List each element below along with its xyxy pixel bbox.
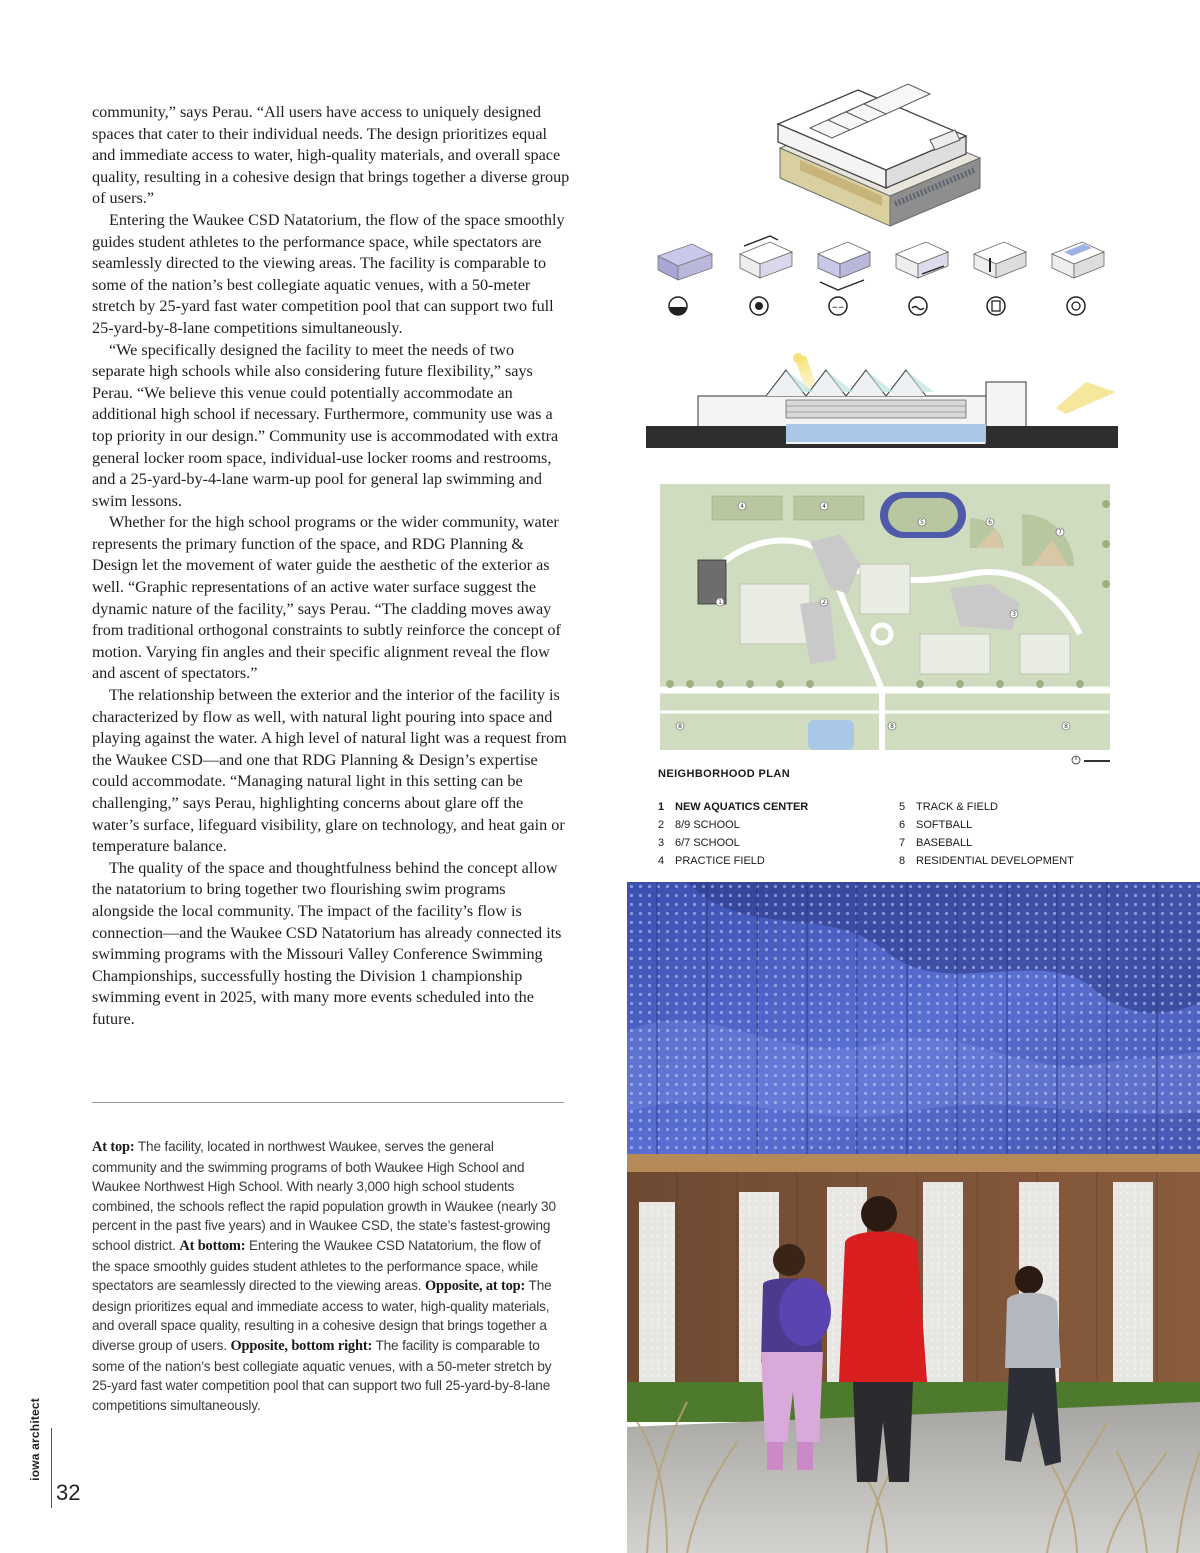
neighborhood-plan-map bbox=[660, 484, 1112, 770]
caption-text: The facility, located in northwest Waukee, serves the general community and the swimming programs of both Waukee High School and Waukee Northwest High School. With nearly 3,000 high school students combined, the schools reflect the rapid population growth in Waukee (nearly 30 percent in the past five years) and in Waukee CSD, the state’s fastest-growing school district. bbox=[92, 1139, 556, 1253]
legend-number: 1 bbox=[658, 801, 665, 813]
legend-label: 8/9 SCHOOL bbox=[675, 819, 740, 831]
map-marker-label: 1 bbox=[718, 599, 722, 606]
map-marker-label: 4 bbox=[740, 503, 744, 510]
legend-label: NEW AQUATICS CENTER bbox=[675, 801, 809, 813]
massing-diagram-sequence bbox=[652, 234, 1122, 324]
legend-item bbox=[899, 834, 1074, 852]
map-marker bbox=[918, 518, 926, 526]
map-marker bbox=[888, 722, 896, 730]
map-marker-label: 8 bbox=[1064, 723, 1068, 730]
page-number: 32 bbox=[56, 1480, 81, 1505]
facade-photo bbox=[627, 882, 1200, 1553]
plan-legend bbox=[658, 798, 1118, 870]
legend-label: BASEBALL bbox=[916, 837, 973, 849]
axonometric-diagram bbox=[770, 78, 990, 228]
map-marker-label: 6 bbox=[988, 519, 992, 526]
legend-label: TRACK & FIELD bbox=[916, 801, 998, 813]
map-marker bbox=[676, 722, 684, 730]
photo-caption bbox=[92, 1137, 558, 1415]
paragraph: “We specifically designed the facility to meet the needs of two separate high schools while also considering future flexibility,” says Perau. “We believe this venue could potentially accommodate an additional high school if necessary. Furthermore, community use was a top priority in our design.” Community use is accommodated with extra general locker room space, individual-use locker rooms and restrooms, and a 25-yard-by-4-lane warm-up pool for general lap swimming and swim lessons. bbox=[92, 340, 559, 510]
plan-title: NEIGHBORHOOD PLAN bbox=[658, 768, 791, 780]
map-marker bbox=[716, 598, 724, 606]
legend-number: 8 bbox=[899, 855, 906, 867]
paragraph: Whether for the high school programs or the wider community, water represents the primary function of the space, and RDG Planning & Design let the movement of water guide the aesthetic of the exterior as well. “Graphic representations of an active water surface suggest the dynamic nature of the facility,” says Perau. “The cladding moves away from traditional orthogonal constraints to subtly reinforce the concept of motion. Varying fin angles and their specific alignment reveal the flow and ascent of spectators.” bbox=[92, 513, 561, 683]
map-marker bbox=[1010, 610, 1018, 618]
article-body bbox=[92, 102, 570, 1031]
caption-divider bbox=[92, 1102, 564, 1103]
legend-item bbox=[899, 798, 1074, 816]
legend-number: 3 bbox=[658, 837, 665, 849]
paragraph: The quality of the space and thoughtfulness behind the concept allow the natatorium to bring together two flourishing swim programs alongside the local community. The impact of the facility’s flow is connection—and the Waukee CSD Natatorium has already connected its swimming programs with the Missouri Valley Conference Swimming Championships, successfully hosting the Division 1 championship swimming event in 2025, with many more events scheduled into the future. bbox=[92, 858, 562, 1028]
paragraph: The relationship between the exterior and the interior of the facility is characterized by flow as well, with natural light pouring into space and playing against the water. A high level of natural light was a request from the Waukee CSD—and one that RDG Planning & Design’s expertise could accommodate. “Managing natural light in this setting can be challenging,” says Perau, highlighting concerns about glare off the water’s surface, lifeguard visibility, glare on technology, and heat gain or temperature balance. bbox=[92, 686, 567, 856]
legend-item bbox=[658, 834, 808, 852]
map-marker bbox=[820, 502, 828, 510]
map-marker-label: 8 bbox=[678, 723, 682, 730]
legend-number: 2 bbox=[658, 819, 665, 831]
legend-number: 5 bbox=[899, 801, 906, 813]
legend-number: 7 bbox=[899, 837, 906, 849]
legend-label: RESIDENTIAL DEVELOPMENT bbox=[916, 855, 1074, 867]
legend-item bbox=[899, 852, 1074, 870]
legend-item bbox=[899, 816, 1074, 834]
north-arrow-icon bbox=[1072, 756, 1110, 764]
paragraph: Entering the Waukee CSD Natatorium, the flow of the space smoothly guides student athletes to the performance space, while spectators are seamlessly directed to the viewing areas. The facility is comparable to some of the nation’s best collegiate aquatic venues, with a 50-meter stretch by 25-yard fast water competition pool that can support two full 25-yard-by-8-lane competitions simultaneously. bbox=[92, 210, 565, 337]
map-marker bbox=[738, 502, 746, 510]
massing-step bbox=[740, 236, 792, 315]
legend-label: 6/7 SCHOOL bbox=[675, 837, 740, 849]
map-marker-label: 2 bbox=[822, 599, 826, 606]
building-section bbox=[646, 352, 1118, 448]
map-marker-label: 8 bbox=[890, 723, 894, 730]
legend-item bbox=[658, 816, 808, 834]
caption-heading: At bottom: bbox=[179, 1237, 246, 1254]
massing-step bbox=[818, 242, 870, 315]
paragraph: community,” says Perau. “All users have access to uniquely designed spaces that cater to their individual needs. The design prioritizes equal and immediate access to water, high-quality materials, and overall space quality, resulting in a cohesive design that brings together a diverse group of users.” bbox=[92, 103, 570, 208]
legend-item bbox=[658, 798, 808, 816]
map-marker bbox=[1062, 722, 1070, 730]
folio-rule bbox=[51, 1428, 52, 1508]
massing-step bbox=[1052, 242, 1104, 315]
magazine-name: iowa architect bbox=[28, 1398, 42, 1481]
map-marker-label: 5 bbox=[920, 519, 924, 526]
legend-number: 6 bbox=[899, 819, 906, 831]
massing-step bbox=[974, 242, 1026, 315]
svg-text:ꕀꕀ: ꕀꕀ bbox=[831, 303, 845, 311]
caption-heading: At top: bbox=[92, 1139, 135, 1155]
map-marker bbox=[1056, 528, 1064, 536]
legend-number: 4 bbox=[658, 855, 665, 867]
legend-label: SOFTBALL bbox=[916, 819, 973, 831]
caption-heading: Opposite, bottom right: bbox=[230, 1337, 373, 1354]
caption-text: Entering the Waukee CSD Natatorium, the flow of the space smoothly guides student athletes to the performance space, while spectators are seamlessly directed to the viewing areas. bbox=[92, 1237, 541, 1294]
caption-text: The design prioritizes equal and immediate access to water, high-quality materials, and overall space quality, resulting in a cohesive design that brings together a diverse group of users. bbox=[92, 1278, 552, 1353]
map-marker-label: 7 bbox=[1058, 529, 1062, 536]
caption-text: The facility is comparable to some of the nation’s best collegiate aquatic venues, with a 50-meter stretch by 25-yard fast water competition pool that can support two full 25-yard-by-8-lane competitions simultaneously. bbox=[92, 1337, 552, 1413]
legend-item bbox=[658, 852, 808, 870]
map-marker bbox=[820, 598, 828, 606]
massing-step bbox=[658, 244, 712, 315]
map-marker bbox=[986, 518, 994, 526]
map-marker-label: 4 bbox=[822, 503, 826, 510]
map-marker-label: 3 bbox=[1012, 611, 1016, 618]
caption-heading: Opposite, at top: bbox=[424, 1278, 526, 1295]
legend-label: PRACTICE FIELD bbox=[675, 855, 765, 867]
massing-step bbox=[896, 242, 948, 315]
